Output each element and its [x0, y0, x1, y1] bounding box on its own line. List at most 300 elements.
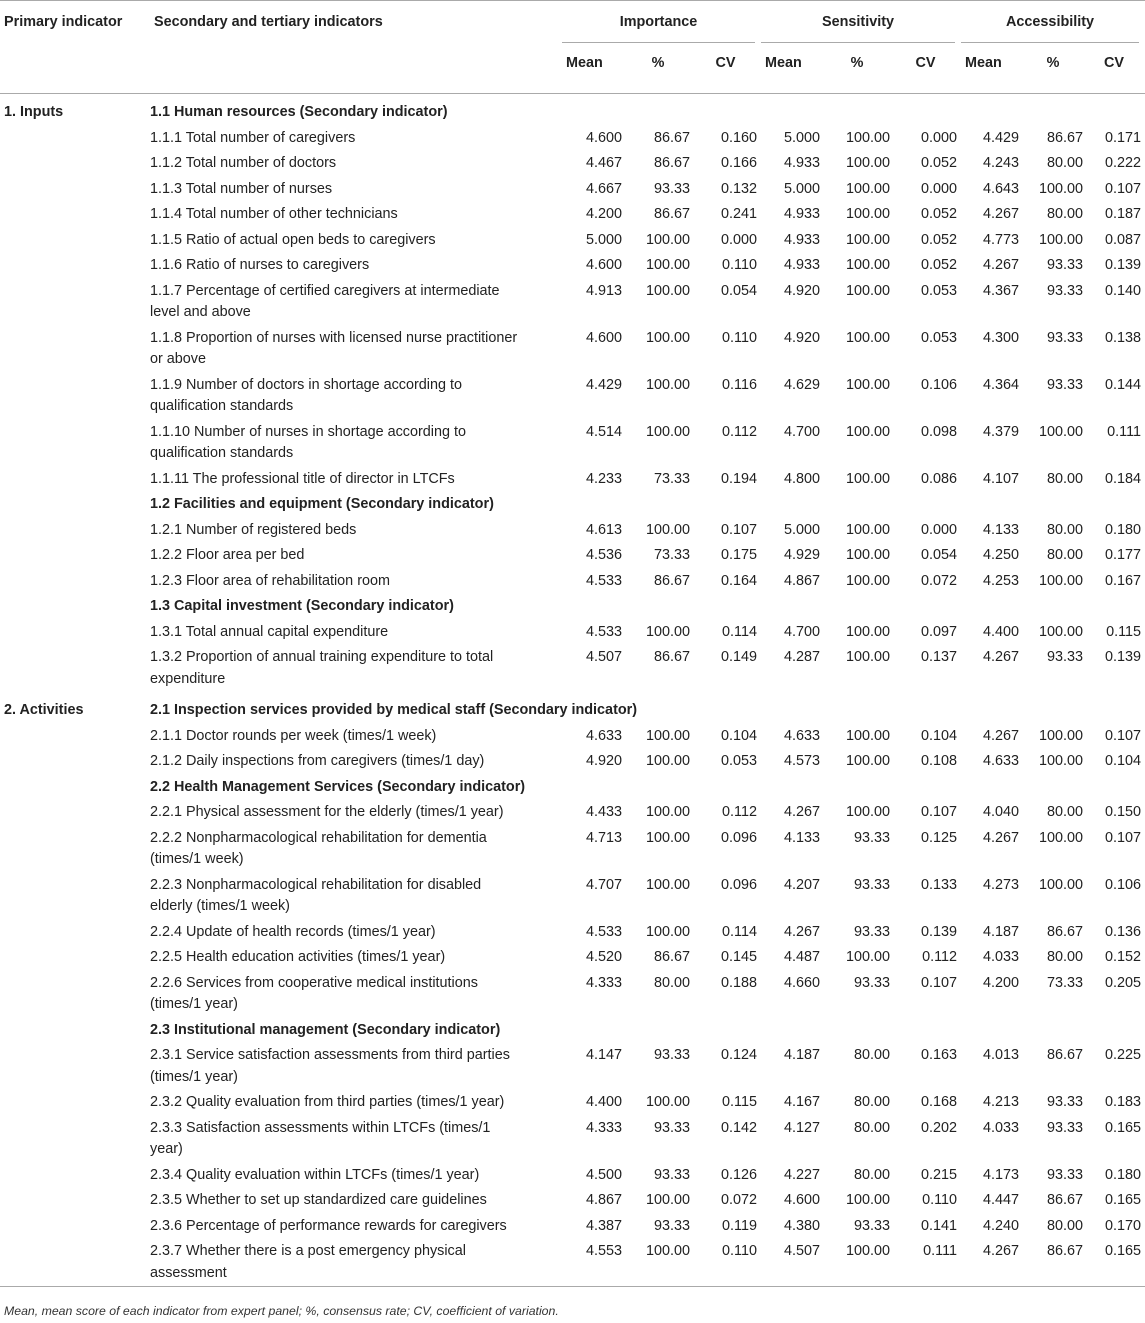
header-row-sub — [0, 43, 1145, 94]
accessibility-cv-cell: 0.138 — [1105, 329, 1142, 346]
sensitivity-mean-cell: 4.700 — [783, 423, 820, 440]
sensitivity-mean-cell: 4.127 — [783, 1119, 820, 1136]
tertiary-indicator-label: 2.3.3 Satisfaction assessments within LTCFs (times/1 year) — [150, 1119, 491, 1157]
tertiary-indicator-label: 1.3.2 Proportion of annual training expenditure to total expenditure — [150, 649, 494, 687]
importance-mean-cell: 4.533 — [585, 623, 622, 640]
sensitivity-pct-cell: 100.00 — [845, 753, 890, 769]
sensitivity-cv-cell: 0.086 — [921, 470, 958, 487]
tertiary-indicator-label: 2.2.2 Nonpharmacological rehabilitation for dementia (times/1 week) — [150, 829, 487, 867]
sensitivity-mean-cell: 4.287 — [783, 649, 820, 665]
importance-mean-cell: 4.429 — [585, 376, 622, 393]
accessibility-pct-cell: 80.00 — [1047, 521, 1084, 538]
primary-spacer — [0, 202, 150, 228]
importance-pct-cell: 100.00 — [645, 804, 690, 820]
accessibility-pct-cell: 80.00 — [1047, 155, 1084, 171]
importance-cv-cell: 0.114 — [722, 923, 757, 940]
primary-spacer — [0, 373, 150, 420]
accessibility-mean-cell: 4.364 — [983, 376, 1020, 393]
sensitivity-cv-cell: 0.052 — [921, 155, 958, 171]
accessibility-pct-cell: 100.00 — [1039, 572, 1084, 589]
sensitivity-cv-cell: 0.104 — [921, 727, 958, 744]
tertiary-indicator-label: 2.3.4 Quality evaluation within LTCFs (times/1 year) — [150, 1166, 480, 1183]
importance-mean-cell: 4.533 — [585, 572, 622, 589]
sensitivity-pct-cell: 100.00 — [845, 231, 890, 248]
importance-pct-cell: 100.00 — [645, 231, 690, 248]
importance-cv-cell: 0.164 — [720, 572, 757, 589]
tertiary-indicator-label: 2.2.4 Update of health records (times/1 year) — [150, 923, 436, 940]
accessibility-pct-cell: 80.00 — [1047, 1217, 1084, 1234]
importance-pct-cell: 100.00 — [645, 257, 690, 273]
importance-mean-cell: 4.147 — [585, 1047, 622, 1063]
accessibility-mean-cell: 4.300 — [983, 329, 1020, 346]
importance-pct-cell: 100.00 — [645, 727, 690, 744]
table-row — [0, 420, 1145, 467]
header-sub-pct: % — [1023, 43, 1087, 94]
accessibility-pct-cell: 93.33 — [1047, 649, 1084, 665]
table-row — [0, 1188, 1145, 1214]
accessibility-pct-cell: 93.33 — [1047, 1166, 1084, 1183]
sensitivity-pct-cell: 100.00 — [845, 282, 890, 299]
importance-cv-cell: 0.112 — [722, 423, 757, 440]
sensitivity-pct-cell: 80.00 — [853, 1047, 890, 1063]
sensitivity-pct-cell: 93.33 — [853, 1217, 890, 1234]
importance-mean-cell: 4.500 — [585, 1166, 622, 1183]
sensitivity-cv-cell: 0.163 — [921, 1047, 958, 1063]
accessibility-cv-cell: 0.152 — [1105, 949, 1142, 965]
table-row — [0, 202, 1145, 228]
table-row — [0, 1163, 1145, 1189]
secondary-indicator-row — [0, 94, 1145, 126]
accessibility-mean-cell: 4.133 — [983, 521, 1020, 538]
accessibility-mean-cell: 4.267 — [983, 1243, 1020, 1259]
sensitivity-cv-cell: 0.000 — [921, 521, 958, 538]
importance-mean-cell: 4.867 — [585, 1192, 622, 1208]
importance-mean-cell: 4.507 — [585, 649, 622, 665]
primary-indicator: 2. Activities — [4, 702, 84, 718]
importance-cv-cell: 0.110 — [722, 257, 757, 273]
table-row — [0, 826, 1145, 873]
sensitivity-cv-cell: 0.168 — [921, 1094, 958, 1110]
sensitivity-pct-cell: 80.00 — [853, 1166, 890, 1183]
importance-pct-cell: 100.00 — [645, 923, 690, 940]
table-row — [0, 543, 1145, 569]
sensitivity-mean-cell: 4.133 — [783, 829, 820, 846]
accessibility-cv-cell: 0.115 — [1106, 623, 1142, 640]
sensitivity-cv-cell: 0.107 — [921, 974, 958, 991]
accessibility-mean-cell: 4.173 — [983, 1166, 1020, 1183]
sensitivity-pct-cell: 100.00 — [845, 521, 890, 538]
accessibility-cv-cell: 0.165 — [1105, 1192, 1142, 1208]
accessibility-pct-cell: 86.67 — [1047, 923, 1084, 940]
importance-pct-cell: 86.67 — [653, 155, 690, 171]
sensitivity-cv-cell: 0.000 — [921, 129, 958, 146]
importance-mean-cell: 4.333 — [585, 974, 622, 991]
primary-spacer — [0, 1018, 150, 1044]
sensitivity-cv-cell: 0.107 — [921, 804, 958, 820]
importance-mean-cell: 4.553 — [585, 1243, 622, 1259]
sensitivity-pct-cell: 100.00 — [845, 423, 890, 440]
tertiary-indicator-label: 2.3.5 Whether to set up standardized care guidelines — [150, 1192, 487, 1208]
accessibility-mean-cell: 4.429 — [983, 129, 1020, 146]
sensitivity-cv-cell: 0.053 — [921, 282, 958, 299]
secondary-indicator-title: 2.3 Institutional management (Secondary indicator) — [150, 1021, 501, 1038]
secondary-indicator-title: 2.2 Health Management Services (Secondary indicator) — [150, 778, 526, 795]
importance-mean-cell: 4.333 — [585, 1119, 622, 1136]
sensitivity-pct-cell: 93.33 — [853, 974, 890, 991]
secondary-indicator-title: 1.1 Human resources (Secondary indicator) — [150, 104, 448, 120]
table-row — [0, 724, 1145, 750]
secondary-indicator-row — [0, 692, 1145, 724]
sensitivity-cv-cell: 0.111 — [923, 1243, 958, 1259]
primary-spacer — [0, 420, 150, 467]
footnote-row — [0, 1287, 1145, 1323]
header-spacer — [0, 43, 150, 94]
tertiary-indicator-label: 1.1.5 Ratio of actual open beds to caregivers — [150, 231, 436, 248]
header-sub-cv: CV — [894, 43, 961, 94]
sensitivity-pct-cell: 100.00 — [845, 1192, 890, 1208]
tertiary-indicator-label: 1.1.7 Percentage of certified caregivers at intermediate level and above — [150, 282, 500, 320]
accessibility-cv-cell: 0.139 — [1105, 649, 1142, 665]
importance-cv-cell: 0.053 — [720, 753, 757, 769]
tertiary-indicator-label: 2.3.6 Percentage of performance rewards for caregivers — [150, 1217, 507, 1234]
sensitivity-pct-cell: 100.00 — [845, 180, 890, 197]
primary-spacer — [0, 569, 150, 595]
accessibility-cv-cell: 0.205 — [1105, 974, 1142, 991]
sensitivity-pct-cell: 100.00 — [845, 470, 890, 487]
table-row — [0, 151, 1145, 177]
importance-pct-cell: 100.00 — [645, 1192, 690, 1208]
primary-spacer — [0, 749, 150, 775]
header-sub-mean: Mean — [562, 43, 626, 94]
importance-mean-cell: 4.707 — [585, 876, 622, 893]
header-secondary: Secondary and tertiary indicators — [150, 1, 562, 43]
sensitivity-pct-cell: 100.00 — [845, 649, 890, 665]
table-row — [0, 326, 1145, 373]
sensitivity-mean-cell: 4.933 — [783, 231, 820, 248]
accessibility-pct-cell: 93.33 — [1047, 1119, 1084, 1136]
importance-cv-cell: 0.114 — [722, 623, 757, 640]
importance-cv-cell: 0.072 — [720, 1192, 757, 1208]
accessibility-cv-cell: 0.187 — [1105, 206, 1142, 222]
accessibility-pct-cell: 80.00 — [1047, 206, 1084, 222]
importance-cv-cell: 0.096 — [720, 876, 757, 893]
importance-pct-cell: 93.33 — [653, 1166, 690, 1183]
importance-mean-cell: 4.467 — [585, 155, 622, 171]
sensitivity-pct-cell: 93.33 — [853, 923, 890, 940]
importance-cv-cell: 0.107 — [720, 521, 757, 538]
primary-spacer — [0, 543, 150, 569]
primary-spacer — [0, 645, 150, 692]
importance-pct-cell: 73.33 — [653, 470, 690, 487]
table-row — [0, 1239, 1145, 1287]
accessibility-cv-cell: 0.111 — [1107, 423, 1142, 440]
accessibility-pct-cell: 93.33 — [1047, 329, 1084, 346]
importance-cv-cell: 0.175 — [720, 547, 757, 563]
sensitivity-cv-cell: 0.133 — [921, 876, 958, 893]
primary-spacer — [0, 1214, 150, 1240]
importance-mean-cell: 4.536 — [585, 547, 622, 563]
accessibility-pct-cell: 100.00 — [1039, 423, 1084, 440]
accessibility-mean-cell: 4.633 — [983, 753, 1020, 769]
importance-cv-cell: 0.166 — [720, 155, 757, 171]
header-group-label: Importance — [562, 12, 755, 43]
secondary-indicator-title: 1.3 Capital investment (Secondary indicator) — [150, 598, 454, 614]
sensitivity-cv-cell: 0.052 — [921, 206, 958, 222]
importance-pct-cell: 100.00 — [645, 876, 690, 893]
accessibility-mean-cell: 4.379 — [983, 423, 1020, 440]
sensitivity-cv-cell: 0.052 — [921, 231, 958, 248]
accessibility-cv-cell: 0.170 — [1105, 1217, 1142, 1234]
table-row — [0, 253, 1145, 279]
table-row — [0, 1090, 1145, 1116]
header-sub-pct: % — [824, 43, 894, 94]
accessibility-cv-cell: 0.183 — [1105, 1094, 1142, 1110]
importance-mean-cell: 4.520 — [585, 949, 622, 965]
sensitivity-pct-cell: 100.00 — [845, 129, 890, 146]
sensitivity-mean-cell: 4.207 — [783, 876, 820, 893]
primary-spacer — [0, 620, 150, 646]
importance-cv-cell: 0.194 — [720, 470, 757, 487]
header-sub-mean: Mean — [961, 43, 1023, 94]
importance-cv-cell: 0.126 — [720, 1166, 757, 1183]
accessibility-pct-cell: 100.00 — [1039, 876, 1084, 893]
tertiary-indicator-label: 2.3.1 Service satisfaction assessments from third parties (times/1 year) — [150, 1047, 510, 1085]
accessibility-mean-cell: 4.033 — [983, 1119, 1020, 1136]
importance-cv-cell: 0.241 — [720, 206, 757, 222]
sensitivity-cv-cell: 0.137 — [921, 649, 958, 665]
sensitivity-cv-cell: 0.106 — [921, 376, 958, 393]
importance-cv-cell: 0.115 — [722, 1094, 757, 1110]
secondary-indicator-title: 2.1 Inspection services provided by medical staff (Secondary indicator) — [150, 702, 638, 718]
tertiary-indicator-label: 1.2.2 Floor area per bed — [150, 547, 305, 563]
importance-pct-cell: 100.00 — [645, 623, 690, 640]
sensitivity-cv-cell: 0.098 — [921, 423, 958, 440]
accessibility-mean-cell: 4.267 — [983, 829, 1020, 846]
sensitivity-cv-cell: 0.110 — [922, 1192, 958, 1208]
sensitivity-mean-cell: 4.573 — [783, 753, 820, 769]
secondary-indicator-row — [0, 594, 1145, 620]
importance-pct-cell: 100.00 — [645, 1243, 690, 1259]
accessibility-cv-cell: 0.104 — [1105, 753, 1142, 769]
accessibility-mean-cell: 4.267 — [983, 257, 1020, 273]
table-header — [0, 1, 1145, 94]
tertiary-indicator-label: 2.1.2 Daily inspections from caregivers (times/1 day) — [150, 753, 485, 769]
sensitivity-mean-cell: 4.227 — [783, 1166, 820, 1183]
primary-spacer — [0, 945, 150, 971]
importance-mean-cell: 4.533 — [585, 923, 622, 940]
tertiary-indicator-label: 1.1.6 Ratio of nurses to caregivers — [150, 257, 370, 273]
sensitivity-mean-cell: 4.267 — [783, 804, 820, 820]
accessibility-cv-cell: 0.225 — [1105, 1047, 1142, 1063]
header-group-sensitivity — [761, 1, 961, 43]
tertiary-indicator-label: 2.1.1 Doctor rounds per week (times/1 week) — [150, 727, 437, 744]
table-row — [0, 620, 1145, 646]
importance-cv-cell: 0.110 — [722, 1243, 757, 1259]
tertiary-indicator-label: 1.1.2 Total number of doctors — [150, 155, 337, 171]
primary-spacer — [0, 1090, 150, 1116]
accessibility-pct-cell: 86.67 — [1047, 129, 1084, 146]
primary-indicator: 1. Inputs — [4, 104, 64, 120]
importance-pct-cell: 86.67 — [653, 949, 690, 965]
importance-mean-cell: 4.387 — [585, 1217, 622, 1234]
sensitivity-pct-cell: 80.00 — [853, 1094, 890, 1110]
sensitivity-cv-cell: 0.215 — [921, 1166, 958, 1183]
header-group-label: Sensitivity — [761, 12, 955, 43]
table-row — [0, 873, 1145, 920]
secondary-indicator-row — [0, 1018, 1145, 1044]
accessibility-pct-cell: 93.33 — [1047, 376, 1084, 393]
accessibility-cv-cell: 0.177 — [1105, 547, 1142, 563]
accessibility-cv-cell: 0.136 — [1105, 923, 1142, 940]
primary-spacer — [0, 775, 150, 801]
accessibility-cv-cell: 0.144 — [1105, 376, 1142, 393]
sensitivity-cv-cell: 0.139 — [921, 923, 958, 940]
table-footer — [0, 1287, 1145, 1323]
accessibility-mean-cell: 4.267 — [983, 727, 1020, 744]
accessibility-pct-cell: 93.33 — [1047, 257, 1084, 273]
importance-cv-cell: 0.149 — [720, 649, 757, 665]
accessibility-cv-cell: 0.139 — [1105, 257, 1142, 273]
importance-pct-cell: 86.67 — [653, 206, 690, 222]
importance-cv-cell: 0.132 — [720, 180, 757, 197]
sensitivity-cv-cell: 0.052 — [921, 257, 958, 273]
table-row — [0, 279, 1145, 326]
accessibility-mean-cell: 4.187 — [983, 923, 1020, 940]
importance-pct-cell: 93.33 — [653, 1047, 690, 1063]
importance-mean-cell: 4.200 — [585, 206, 622, 222]
importance-mean-cell: 4.920 — [585, 753, 622, 769]
sensitivity-mean-cell: 4.929 — [783, 547, 820, 563]
primary-spacer — [0, 177, 150, 203]
sensitivity-pct-cell: 100.00 — [845, 206, 890, 222]
importance-pct-cell: 100.00 — [645, 753, 690, 769]
secondary-indicator-title: 1.2 Facilities and equipment (Secondary indicator) — [150, 496, 494, 512]
accessibility-mean-cell: 4.200 — [983, 974, 1020, 991]
importance-pct-cell: 100.00 — [645, 376, 690, 393]
sensitivity-cv-cell: 0.072 — [921, 572, 958, 589]
accessibility-pct-cell: 93.33 — [1047, 1094, 1084, 1110]
table-row — [0, 945, 1145, 971]
primary-spacer — [0, 467, 150, 493]
primary-spacer — [0, 873, 150, 920]
sensitivity-pct-cell: 100.00 — [845, 376, 890, 393]
table-row — [0, 467, 1145, 493]
sensitivity-pct-cell: 100.00 — [845, 572, 890, 589]
sensitivity-pct-cell: 100.00 — [845, 155, 890, 171]
primary-spacer — [0, 228, 150, 254]
accessibility-cv-cell: 0.171 — [1105, 129, 1142, 146]
tertiary-indicator-label: 2.2.1 Physical assessment for the elderly (times/1 year) — [150, 804, 504, 820]
sensitivity-mean-cell: 4.167 — [783, 1094, 820, 1110]
accessibility-cv-cell: 0.180 — [1105, 521, 1142, 538]
table-body — [0, 94, 1145, 1287]
sensitivity-mean-cell: 4.920 — [783, 282, 820, 299]
tertiary-indicator-label: 1.1.9 Number of doctors in shortage according to qualification standards — [150, 376, 462, 414]
sensitivity-pct-cell: 100.00 — [845, 257, 890, 273]
sensitivity-mean-cell: 4.660 — [783, 974, 820, 991]
importance-pct-cell: 80.00 — [653, 974, 690, 991]
accessibility-pct-cell: 100.00 — [1039, 180, 1084, 197]
header-sub-mean: Mean — [761, 43, 824, 94]
accessibility-pct-cell: 100.00 — [1039, 231, 1084, 248]
sensitivity-cv-cell: 0.108 — [921, 753, 958, 769]
sensitivity-mean-cell: 4.933 — [783, 206, 820, 222]
sensitivity-mean-cell: 5.000 — [783, 129, 820, 146]
sensitivity-cv-cell: 0.000 — [921, 180, 958, 197]
primary-spacer — [0, 126, 150, 152]
sensitivity-mean-cell: 4.600 — [783, 1192, 820, 1208]
importance-cv-cell: 0.116 — [722, 376, 757, 393]
accessibility-pct-cell: 80.00 — [1047, 547, 1084, 563]
tertiary-indicator-label: 2.2.5 Health education activities (times/1 year) — [150, 949, 446, 965]
accessibility-pct-cell: 100.00 — [1039, 727, 1084, 744]
accessibility-mean-cell: 4.773 — [983, 231, 1020, 248]
importance-pct-cell: 73.33 — [653, 547, 690, 563]
table-row — [0, 645, 1145, 692]
importance-cv-cell: 0.145 — [720, 949, 757, 965]
importance-mean-cell: 4.913 — [585, 282, 622, 299]
accessibility-mean-cell: 4.250 — [983, 547, 1020, 563]
sensitivity-pct-cell: 80.00 — [853, 1119, 890, 1136]
table-row — [0, 971, 1145, 1018]
importance-pct-cell: 100.00 — [645, 1094, 690, 1110]
tertiary-indicator-label: 1.1.10 Number of nurses in shortage according to qualification standards — [150, 423, 466, 461]
accessibility-cv-cell: 0.150 — [1105, 804, 1142, 820]
header-primary: Primary indicator — [0, 1, 150, 43]
table-row — [0, 569, 1145, 595]
sensitivity-cv-cell: 0.112 — [922, 949, 958, 965]
accessibility-mean-cell: 4.367 — [983, 282, 1020, 299]
importance-pct-cell: 100.00 — [645, 329, 690, 346]
accessibility-mean-cell: 4.267 — [983, 649, 1020, 665]
sensitivity-mean-cell: 4.920 — [783, 329, 820, 346]
sensitivity-mean-cell: 5.000 — [783, 521, 820, 538]
secondary-indicator-row — [0, 492, 1145, 518]
sensitivity-cv-cell: 0.202 — [921, 1119, 958, 1136]
sensitivity-pct-cell: 100.00 — [845, 547, 890, 563]
primary-spacer — [0, 920, 150, 946]
accessibility-cv-cell: 0.184 — [1105, 470, 1142, 487]
importance-cv-cell: 0.096 — [720, 829, 757, 846]
primary-spacer — [0, 1043, 150, 1090]
sensitivity-mean-cell: 4.629 — [783, 376, 820, 393]
accessibility-mean-cell: 4.240 — [983, 1217, 1020, 1234]
accessibility-mean-cell: 4.243 — [983, 155, 1020, 171]
tertiary-indicator-label: 1.2.3 Floor area of rehabilitation room — [150, 572, 390, 589]
tertiary-indicator-label: 2.2.3 Nonpharmacological rehabilitation for disabled elderly (times/1 week) — [150, 876, 482, 914]
importance-cv-cell: 0.142 — [720, 1119, 757, 1136]
accessibility-pct-cell: 73.33 — [1047, 974, 1084, 991]
importance-pct-cell: 93.33 — [653, 1217, 690, 1234]
table-row — [0, 800, 1145, 826]
accessibility-mean-cell: 4.273 — [983, 876, 1020, 893]
importance-pct-cell: 86.67 — [653, 649, 690, 665]
tertiary-indicator-label: 2.3.7 Whether there is a post emergency physical assessment — [150, 1243, 466, 1281]
accessibility-cv-cell: 0.107 — [1105, 180, 1142, 197]
sensitivity-mean-cell: 5.000 — [783, 180, 820, 197]
tertiary-indicator-label: 1.2.1 Number of registered beds — [150, 521, 357, 538]
table-row — [0, 749, 1145, 775]
importance-mean-cell: 4.514 — [585, 423, 622, 440]
primary-spacer — [0, 1116, 150, 1163]
importance-pct-cell: 86.67 — [653, 572, 690, 589]
sensitivity-pct-cell: 100.00 — [845, 329, 890, 346]
accessibility-pct-cell: 80.00 — [1047, 804, 1084, 820]
importance-mean-cell: 4.613 — [585, 521, 622, 538]
accessibility-cv-cell: 0.167 — [1105, 572, 1142, 589]
sensitivity-cv-cell: 0.054 — [921, 547, 958, 563]
sensitivity-pct-cell: 93.33 — [853, 829, 890, 846]
